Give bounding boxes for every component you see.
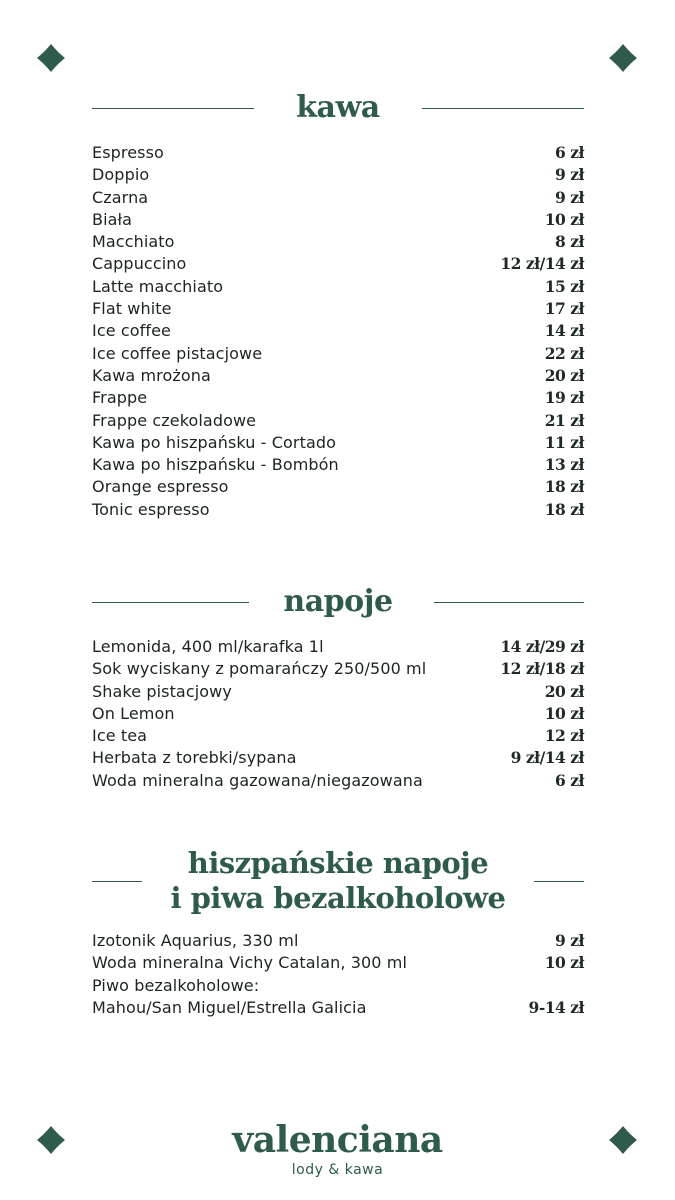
section-napoje [92, 582, 584, 792]
menu-item-price: 15 zł [544, 276, 584, 296]
menu-item-price: 19 zł [544, 388, 584, 408]
menu-item-price: 20 zł [544, 681, 584, 701]
menu-item-price: 10 zł [544, 703, 584, 723]
menu-item-name: Piwo bezalkoholowe: [92, 975, 260, 995]
menu-item [92, 320, 584, 342]
section-heading [92, 88, 584, 128]
menu-item-price: 9 zł [555, 931, 584, 950]
menu-item-price: 6 zł [555, 770, 584, 790]
menu-item [92, 747, 584, 769]
menu-item [92, 681, 584, 703]
menu-item-name: Lemonida, 400 ml/karafka 1l [92, 637, 324, 656]
menu-item-price: 22 zł [544, 343, 584, 363]
menu-item-name: Ice tea [92, 726, 148, 746]
menu-item-price: 9 zł/14 zł [510, 748, 584, 768]
menu-item-price: 14 zł [544, 321, 584, 341]
menu-item [92, 725, 584, 747]
menu-item [92, 636, 584, 658]
menu-item-price: 12 zł/18 zł [500, 659, 584, 679]
menu-item-name: Woda mineralna Vichy Catalan, 300 ml [92, 953, 407, 973]
menu-item [92, 142, 584, 164]
menu-item [92, 209, 584, 231]
menu-item [92, 276, 584, 298]
brand-tagline: lody & kawa [291, 1162, 384, 1178]
menu-item-price: 14 zł/29 zł [500, 637, 584, 656]
menu-item [92, 432, 584, 454]
menu-item-name: Kawa po hiszpańsku - Cortado [92, 432, 337, 452]
menu-item [92, 930, 584, 952]
section-title-line-2: i piwa bezalkoholowe [170, 881, 506, 915]
menu-item-price: 20 zł [544, 365, 584, 385]
section-title-line-1: hiszpańskie napoje [187, 846, 489, 880]
menu-item [92, 187, 584, 209]
menu-item-price: 18 zł [544, 477, 584, 497]
section-title [92, 846, 584, 916]
section-heading [92, 846, 584, 916]
menu-item-price: 8 zł [555, 232, 584, 252]
menu-item-name: Woda mineralna gazowana/niegazowana [92, 770, 423, 790]
menu-item-price: 21 zł [544, 410, 584, 430]
section-kawa [92, 88, 584, 521]
menu-item-name: Orange espresso [92, 477, 229, 497]
ornament-icon [35, 42, 67, 74]
menu-item-price: 10 zł [544, 953, 584, 973]
menu-item [92, 343, 584, 365]
menu-item-name: Biała [92, 209, 133, 229]
menu-list [92, 142, 584, 521]
menu-item-name: Kawa mrożona [92, 365, 211, 385]
menu-item-price: 10 zł [544, 209, 584, 229]
section-title: napoje [283, 584, 393, 619]
menu-item [92, 365, 584, 387]
menu-item-price: 9 zł [555, 165, 584, 185]
menu-item-name: Shake pistacjowy [92, 681, 232, 701]
menu-item-name: Doppio [92, 165, 150, 185]
menu-item [92, 387, 584, 409]
brand-footer [0, 1118, 675, 1178]
menu-item [92, 499, 584, 521]
brand-name: valenciana [232, 1119, 443, 1161]
menu-list [92, 930, 584, 1019]
menu-item-name: Frappe czekoladowe [92, 410, 257, 430]
section-hiszpanskie-napoje [92, 846, 584, 1019]
menu-item-price: 17 zł [544, 299, 584, 319]
menu-item [92, 164, 584, 186]
menu-item-name: Ice coffee pistacjowe [92, 343, 263, 363]
menu-item-name: Kawa po hiszpańsku - Bombón [92, 455, 339, 475]
menu-item [92, 770, 584, 792]
menu-item-name: Flat white [92, 299, 172, 319]
menu-item [92, 975, 584, 997]
menu-item [92, 253, 584, 275]
menu-item [92, 658, 584, 680]
menu-item [92, 231, 584, 253]
menu-item-name: Frappe [92, 388, 148, 408]
menu-item-price: 12 zł/14 zł [500, 254, 584, 274]
menu-item-name: Izotonik Aquarius, 330 ml [92, 931, 299, 950]
menu-item-price: 13 zł [544, 455, 584, 475]
menu-item [92, 410, 584, 432]
menu-item [92, 476, 584, 498]
menu-item [92, 952, 584, 974]
menu-item-name: Sok wyciskany z pomarańczy 250/500 ml [92, 659, 427, 679]
menu-item-name: Cappuccino [92, 254, 187, 274]
menu-item-price: 9-14 zł [528, 997, 584, 1017]
menu-item-price: 18 zł [544, 499, 584, 519]
menu-item [92, 298, 584, 320]
section-title: kawa [296, 90, 380, 125]
menu-item-price: 9 zł [555, 187, 584, 207]
section-heading [92, 582, 584, 622]
menu-item-name: Espresso [92, 143, 164, 162]
menu-item-name: Czarna [92, 187, 149, 207]
menu-item [92, 997, 584, 1019]
menu-item [92, 454, 584, 476]
menu-item-name: Mahou/San Miguel/Estrella Galicia [92, 997, 367, 1017]
menu-item-price: 11 zł [544, 432, 584, 452]
menu-item-name: Herbata z torebki/sypana [92, 748, 297, 768]
menu-item-name: Macchiato [92, 232, 175, 252]
menu-item-name: Latte macchiato [92, 276, 224, 296]
menu-item-name: On Lemon [92, 703, 175, 723]
menu-list [92, 636, 584, 792]
menu-item-price: 12 zł [544, 726, 584, 746]
menu-item-name: Ice coffee [92, 321, 171, 341]
menu-item [92, 703, 584, 725]
menu-item-name: Tonic espresso [92, 499, 210, 519]
menu-item-price: 6 zł [555, 143, 584, 162]
ornament-icon [607, 42, 639, 74]
